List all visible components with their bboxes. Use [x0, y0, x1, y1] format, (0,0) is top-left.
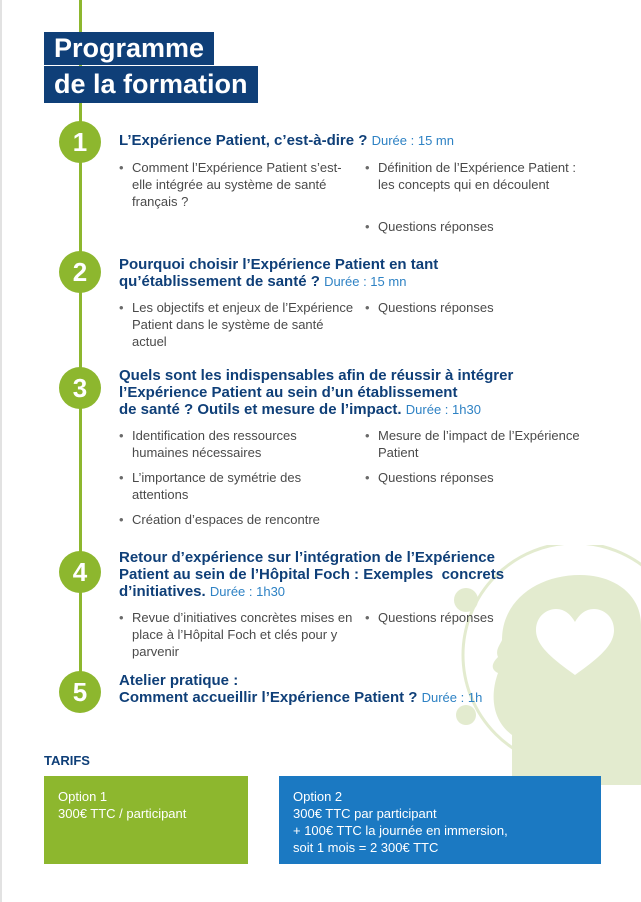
step-5-title: [119, 672, 609, 706]
step-4-duration: Durée : 1h30: [209, 584, 286, 599]
step-2-number: 2: [59, 251, 101, 293]
step-2-duration: Durée : 15 mn: [324, 274, 407, 289]
step-4-bullet: • Questions réponses: [365, 609, 585, 626]
step-4-title: [119, 549, 599, 600]
page-title-line2: de la formation: [44, 66, 258, 103]
step-1-bullet: • Comment l’Expérience Patient s’est-elle intégrée au système de santé français ?: [119, 159, 355, 210]
option-2-price: 300€ TTC par participant: [293, 806, 437, 821]
step-5-duration: Durée : 1h: [421, 690, 483, 705]
step-3-title-line: Quels sont les indispensables afin de réussir à intégrer: [119, 367, 514, 384]
option-1-price: 300€ TTC / participant: [58, 806, 187, 821]
step-3-title-line: l’Expérience Patient au sein d’un établissement: [119, 384, 458, 401]
step-3-number: 3: [59, 367, 101, 409]
option-1-card: [44, 776, 248, 864]
step-3-bullet: • Création d’espaces de rencontre: [119, 511, 355, 528]
step-4-title-line: Patient au sein de l’Hôpital Foch : Exemples concrets: [119, 566, 505, 583]
step-5-number: 5: [59, 671, 101, 713]
option-2-label: Option 2: [293, 789, 343, 804]
step-5-title-line: Atelier pratique :: [119, 672, 239, 689]
step-4-title-line: Retour d’expérience sur l’intégration de l’Expérience: [119, 549, 495, 566]
step-1-title: [119, 132, 609, 149]
step-4-number: 4: [59, 551, 101, 593]
step-1-bullet: • Définition de l’Expérience Patient : les concepts qui en découlent: [365, 159, 585, 193]
step-1-bullet: • Questions réponses: [365, 218, 585, 235]
option-2-card: [279, 776, 601, 864]
tarifs-heading: TARIFS: [44, 753, 90, 768]
step-3-duration: Durée : 1h30: [405, 402, 481, 417]
step-1-number: 1: [59, 121, 101, 163]
option-2-extra: + 100€ TTC la journée en immersion,: [293, 823, 508, 838]
step-3-title: [119, 367, 599, 418]
page-edge: [0, 0, 2, 902]
step-5-title-line: Comment accueillir l’Expérience Patient ?: [119, 689, 418, 706]
step-2-bullet: • Questions réponses: [365, 299, 585, 316]
option-2-total: soit 1 mois = 2 300€ TTC: [293, 840, 439, 855]
step-3-bullet: • L’importance de symétrie des attentions: [119, 469, 355, 503]
step-3-bullet: • Identification des ressources humaines nécessaires: [119, 427, 355, 461]
step-2-title-line: Pourquoi choisir l’Expérience Patient en tant: [119, 256, 439, 273]
step-3-bullet: • Questions réponses: [365, 469, 585, 486]
page-title-line1: Programme: [44, 32, 214, 65]
step-4-title-line: d’initiatives.: [119, 583, 206, 600]
option-1-label: Option 1: [58, 789, 108, 804]
step-3-bullet: • Mesure de l’impact de l’Expérience Patient: [365, 427, 585, 461]
step-3-title-line: de santé ? Outils et mesure de l’impact.: [119, 401, 402, 418]
step-2-title-line: qu’établissement de santé ?: [119, 273, 320, 290]
step-2-title: [119, 256, 609, 290]
step-4-bullet: • Revue d’initiatives concrètes mises en place à l’Hôpital Foch et clés pour y parvenir: [119, 609, 355, 660]
step-1-duration: Durée : 15 mn: [371, 133, 454, 148]
step-2-bullet: • Les objectifs et enjeux de l’Expérience Patient dans le système de santé actuel: [119, 299, 355, 350]
step-1-title-text: L’Expérience Patient, c’est-à-dire ?: [119, 132, 368, 149]
